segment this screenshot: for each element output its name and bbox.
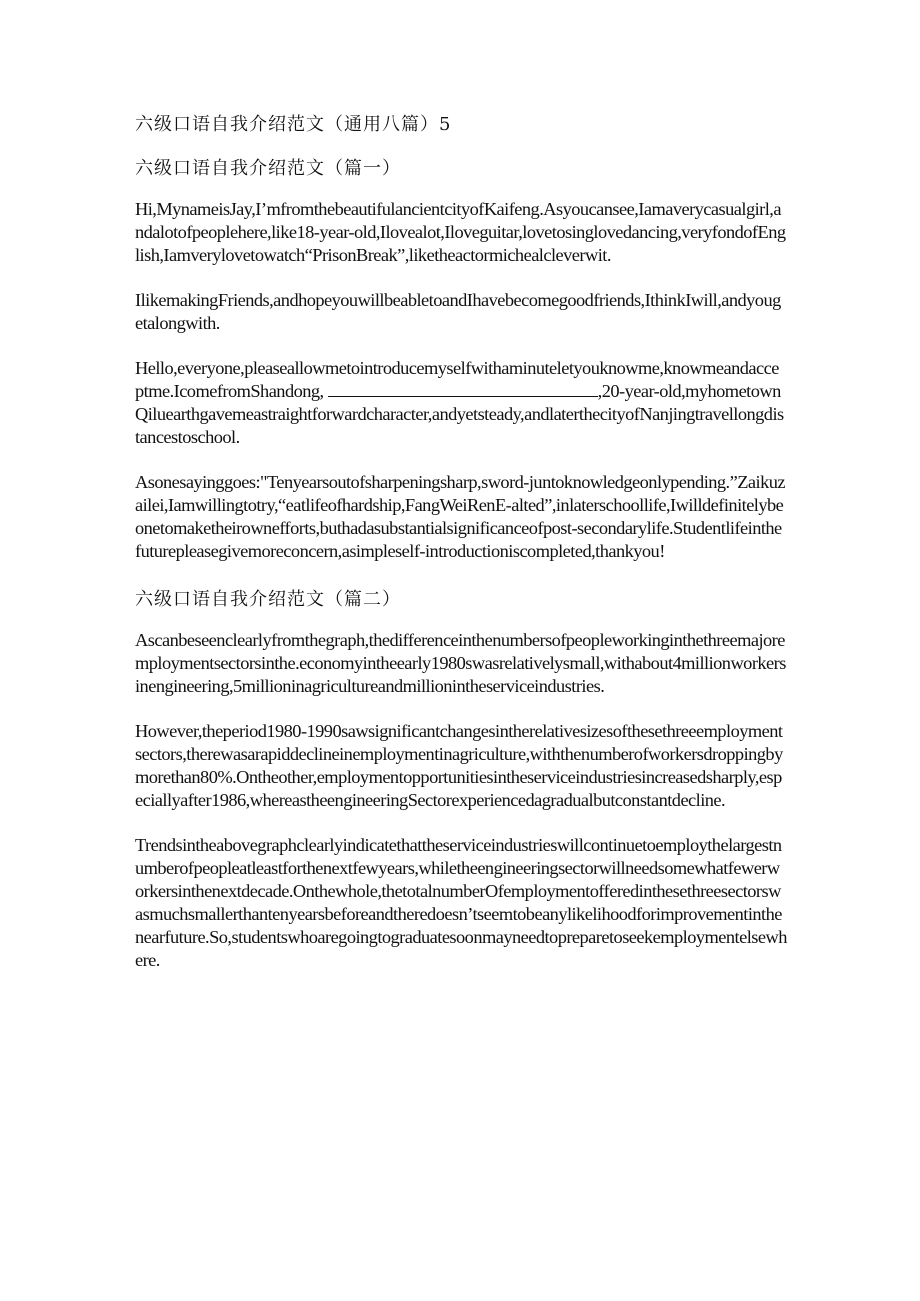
section-1-paragraph-1: Hi,MynameisJay,I’mfromthebeautifulancientcityofKaifeng.Asyoucansee,Iamaverycasualgirl,andalotofpeoplehere,like18-year-old,Ilovealot,Iloveguitar,lovetosinglovedancing,veryfondofEnglish,Iamverylovetowatch“PrisonBreak”,liketheactormichealcleverwit.: [135, 199, 786, 265]
section-1-paragraph-3: [135, 357, 787, 449]
section-2-paragraph-1: Ascanbeseenclearlyfromthegraph,thedifferenceinthenumbersofpeopleworkinginthethreemajoremploymentsectorsinthe.economyintheearly1980swasrelativelysmall,withabout4millionworkersinengineering,5millioninagricultureandmillionintheserviceindustries.: [135, 630, 786, 696]
section-2-paragraph-2: However,theperiod1980-1990sawsignificantchangesintherelativesizesofthesethreeemploymentsectors,therewasarapiddeclineinemploymentinagriculture,withthenumberofworkersdroppingbymorethan80%.Ontheother,employmentopportunitiesintheserviceindustriesincreasedsharply,especiallyafter1986,whereastheengineeringSectorexperiencedagradualbutconstantdecline.: [135, 721, 783, 810]
section-1-paragraph-4: Asonesayinggoes:"Tenyearsoutofsharpeningsharp,sword-juntoknowledgeonlypending.”Zaikuzailei,Iamwillingtotry,“eatlifeofhardship,FangWeiRenE-alted”,inlaterschoollife,Iwilldefinitelybeonetomaketheirownefforts,buthadasubstantialsignificanceofpost-secondarylife.Studentlifeinthefuturepleasegivemoreconcern,asimpleself-introductioniscompleted,thankyou!: [135, 472, 785, 561]
section-heading-1: 六级口语自我介绍范文（篇一）: [135, 158, 401, 179]
document-title: 六级口语自我介绍范文（通用八篇）5: [135, 114, 452, 135]
fill-in-blank-line: [328, 381, 598, 397]
paragraph-3-text-end: ,20-year-old,myhometownQiluearthgavemeastraightforwardcharacter,andyetsteady,andlaterthecityofNanjingtravellongdistancestoschool.: [135, 381, 784, 447]
paragraph-3-text-start: Hello,everyone,pleaseallowmetointroducemyselfwithaminuteletyouknowme,knowmeandacceptme.IcomefromShandong,: [135, 358, 779, 401]
section-heading-2: 六级口语自我介绍范文（篇二）: [135, 589, 401, 610]
document-content: [135, 110, 787, 994]
section-1-paragraph-2: IlikemakingFriends,andhopeyouwillbeabletoandIhavebecomegoodfriends,IthinkIwill,andyougetalongwith.: [135, 290, 781, 333]
section-2-paragraph-3: Trendsintheabovegraphclearlyindicatethattheserviceindustrieswillcontinuetoemploythelargestnumberofpeopleatleastforthenextfewyears,whiletheengineeringsectorwillneedsomewhatfewerworkersinthenextdecade.Onthewhole,thetotalnumberOfemploymentofferedinthesethreesectorswasmuchsmallerthantenyearsbeforeandtheredoesn’tseemtobeanylikelihoodforimprovementinthenearfuture.So,studentswhoaregoingtograduatesoonmayneedtopreparetoseekemploymentelsewhere.: [135, 835, 787, 970]
